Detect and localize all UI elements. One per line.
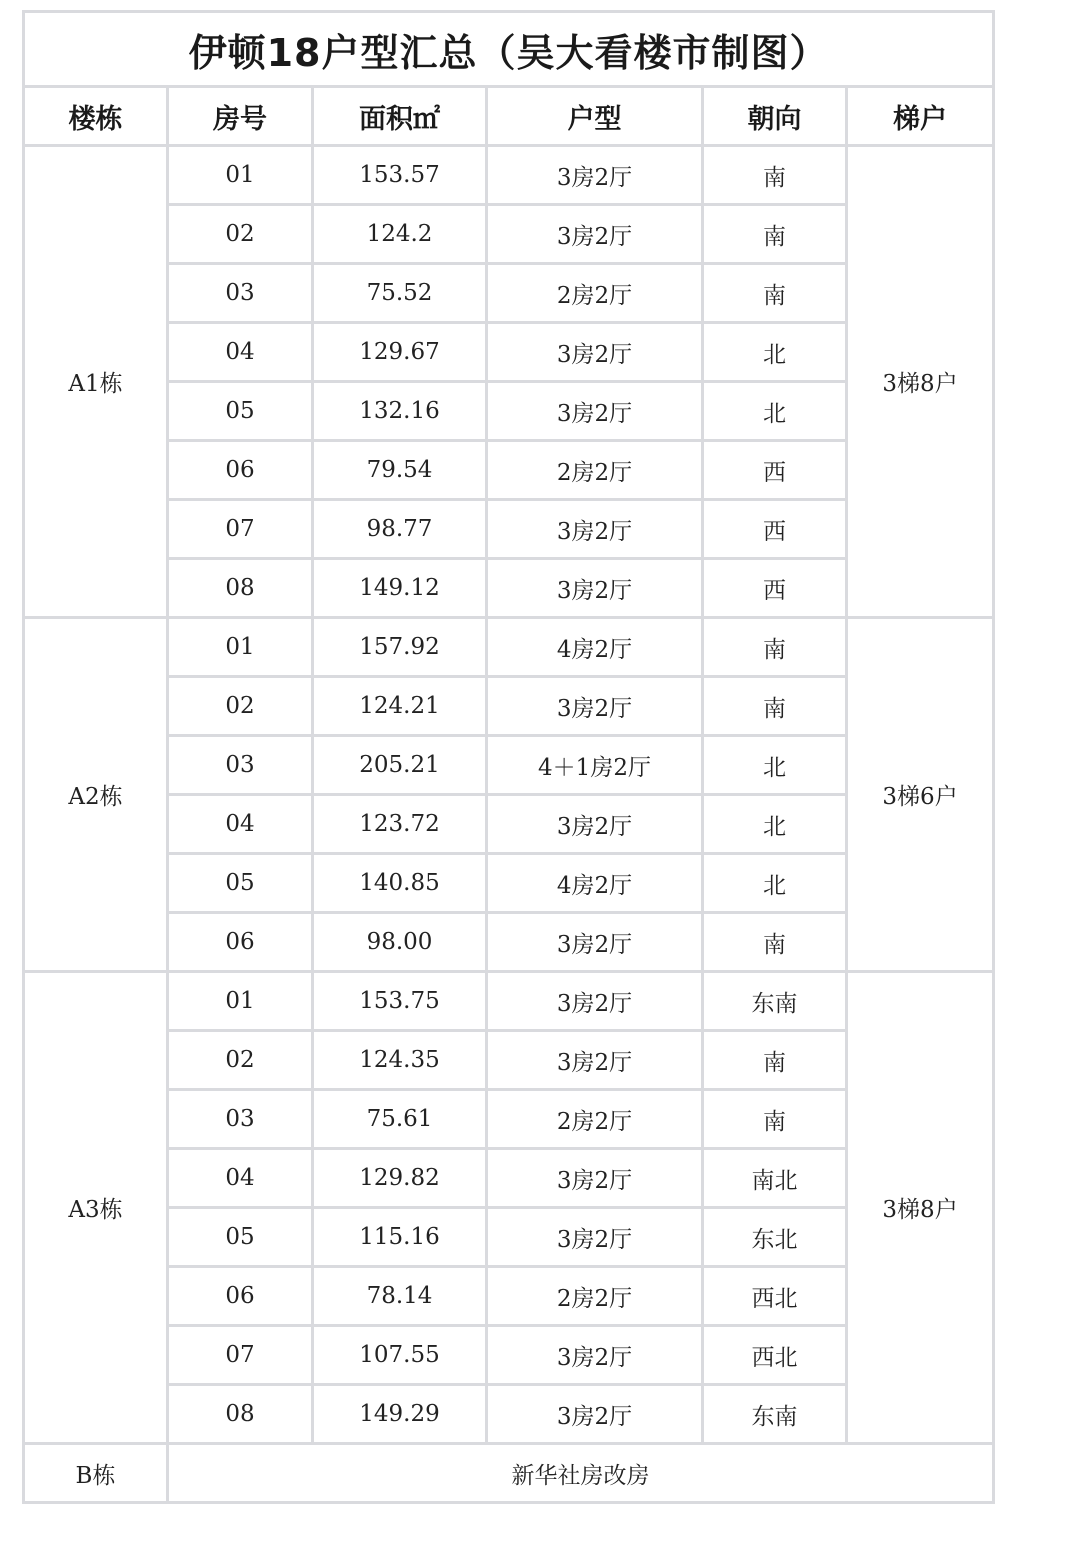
area-cell: 98.77	[313, 500, 487, 559]
area-cell: 132.16	[313, 382, 487, 441]
layout-cell: 3房2厅	[487, 559, 703, 618]
layout-cell: 3房2厅	[487, 205, 703, 264]
area-cell: 98.00	[313, 913, 487, 972]
area-cell: 107.55	[313, 1326, 487, 1385]
layout-cell: 2房2厅	[487, 1267, 703, 1326]
area-cell: 149.12	[313, 559, 487, 618]
layout-cell: 3房2厅	[487, 1385, 703, 1444]
area-cell: 153.57	[313, 146, 487, 205]
orientation-cell: 南	[703, 205, 847, 264]
layout-cell: 3房2厅	[487, 972, 703, 1031]
unit-no-cell: 04	[168, 1149, 313, 1208]
unit-no-cell: 03	[168, 1090, 313, 1149]
area-cell: 129.67	[313, 323, 487, 382]
title-row	[24, 12, 994, 87]
unit-no-cell: 05	[168, 382, 313, 441]
area-cell: 123.72	[313, 795, 487, 854]
orientation-cell: 北	[703, 382, 847, 441]
header-orientation: 朝向	[703, 87, 847, 146]
orientation-cell: 北	[703, 736, 847, 795]
table-title: 伊顿18户型汇总（吴大看楼市制图）	[24, 12, 994, 87]
layout-cell: 3房2厅	[487, 146, 703, 205]
orientation-cell: 南	[703, 1090, 847, 1149]
building-name-cell: A3栋	[24, 972, 168, 1444]
layout-cell: 3房2厅	[487, 500, 703, 559]
unit-no-cell: 01	[168, 146, 313, 205]
table-row	[24, 972, 994, 1031]
unit-no-cell: 08	[168, 559, 313, 618]
building-name-cell: A1栋	[24, 146, 168, 618]
orientation-cell: 北	[703, 795, 847, 854]
building-name-cell: A2栋	[24, 618, 168, 972]
layout-cell: 3房2厅	[487, 795, 703, 854]
orientation-cell: 南	[703, 146, 847, 205]
layout-cell: 3房2厅	[487, 1031, 703, 1090]
orientation-cell: 西	[703, 500, 847, 559]
unit-no-cell: 01	[168, 618, 313, 677]
table-row-b	[24, 1444, 994, 1503]
orientation-cell: 西北	[703, 1267, 847, 1326]
area-cell: 124.21	[313, 677, 487, 736]
area-cell: 75.52	[313, 264, 487, 323]
unit-no-cell: 03	[168, 264, 313, 323]
orientation-cell: 南	[703, 677, 847, 736]
table-row	[24, 618, 994, 677]
header-layout: 户型	[487, 87, 703, 146]
layout-cell: 2房2厅	[487, 441, 703, 500]
area-cell: 205.21	[313, 736, 487, 795]
layout-cell: 3房2厅	[487, 1208, 703, 1267]
unit-no-cell: 04	[168, 323, 313, 382]
unit-summary-table	[22, 10, 995, 1504]
orientation-cell: 南	[703, 1031, 847, 1090]
area-cell: 78.14	[313, 1267, 487, 1326]
layout-cell: 3房2厅	[487, 1149, 703, 1208]
orientation-cell: 北	[703, 854, 847, 913]
orientation-cell: 南	[703, 618, 847, 677]
orientation-cell: 西北	[703, 1326, 847, 1385]
layout-cell: 4房2厅	[487, 618, 703, 677]
orientation-cell: 北	[703, 323, 847, 382]
orientation-cell: 西	[703, 441, 847, 500]
area-cell: 149.29	[313, 1385, 487, 1444]
orientation-cell: 东南	[703, 1385, 847, 1444]
building-b-cell: B栋	[24, 1444, 168, 1503]
layout-cell: 3房2厅	[487, 913, 703, 972]
header-elevator-ratio: 梯户	[847, 87, 994, 146]
layout-cell: 4＋1房2厅	[487, 736, 703, 795]
area-cell: 140.85	[313, 854, 487, 913]
area-cell: 79.54	[313, 441, 487, 500]
unit-no-cell: 05	[168, 854, 313, 913]
layout-cell: 4房2厅	[487, 854, 703, 913]
unit-no-cell: 01	[168, 972, 313, 1031]
orientation-cell: 南	[703, 913, 847, 972]
header-unit-no: 房号	[168, 87, 313, 146]
area-cell: 124.2	[313, 205, 487, 264]
unit-no-cell: 02	[168, 205, 313, 264]
unit-no-cell: 06	[168, 913, 313, 972]
area-cell: 153.75	[313, 972, 487, 1031]
unit-no-cell: 06	[168, 1267, 313, 1326]
area-cell: 129.82	[313, 1149, 487, 1208]
area-cell: 157.92	[313, 618, 487, 677]
unit-no-cell: 06	[168, 441, 313, 500]
layout-cell: 3房2厅	[487, 1326, 703, 1385]
header-row	[24, 87, 994, 146]
unit-no-cell: 02	[168, 677, 313, 736]
layout-cell: 2房2厅	[487, 1090, 703, 1149]
area-cell: 124.35	[313, 1031, 487, 1090]
unit-no-cell: 02	[168, 1031, 313, 1090]
table-body	[24, 146, 994, 1503]
layout-cell: 3房2厅	[487, 382, 703, 441]
orientation-cell: 西	[703, 559, 847, 618]
unit-no-cell: 05	[168, 1208, 313, 1267]
orientation-cell: 东南	[703, 972, 847, 1031]
layout-cell: 3房2厅	[487, 677, 703, 736]
building-b-note: 新华社房改房	[168, 1444, 994, 1503]
elevator-ratio-cell: 3梯8户	[847, 972, 994, 1444]
unit-no-cell: 04	[168, 795, 313, 854]
elevator-ratio-cell: 3梯6户	[847, 618, 994, 972]
unit-no-cell: 07	[168, 1326, 313, 1385]
header-area: 面积㎡	[313, 87, 487, 146]
area-cell: 115.16	[313, 1208, 487, 1267]
unit-no-cell: 08	[168, 1385, 313, 1444]
unit-no-cell: 07	[168, 500, 313, 559]
table-row	[24, 146, 994, 205]
unit-no-cell: 03	[168, 736, 313, 795]
orientation-cell: 南北	[703, 1149, 847, 1208]
elevator-ratio-cell: 3梯8户	[847, 146, 994, 618]
header-building: 楼栋	[24, 87, 168, 146]
layout-cell: 3房2厅	[487, 323, 703, 382]
orientation-cell: 东北	[703, 1208, 847, 1267]
orientation-cell: 南	[703, 264, 847, 323]
area-cell: 75.61	[313, 1090, 487, 1149]
layout-cell: 2房2厅	[487, 264, 703, 323]
